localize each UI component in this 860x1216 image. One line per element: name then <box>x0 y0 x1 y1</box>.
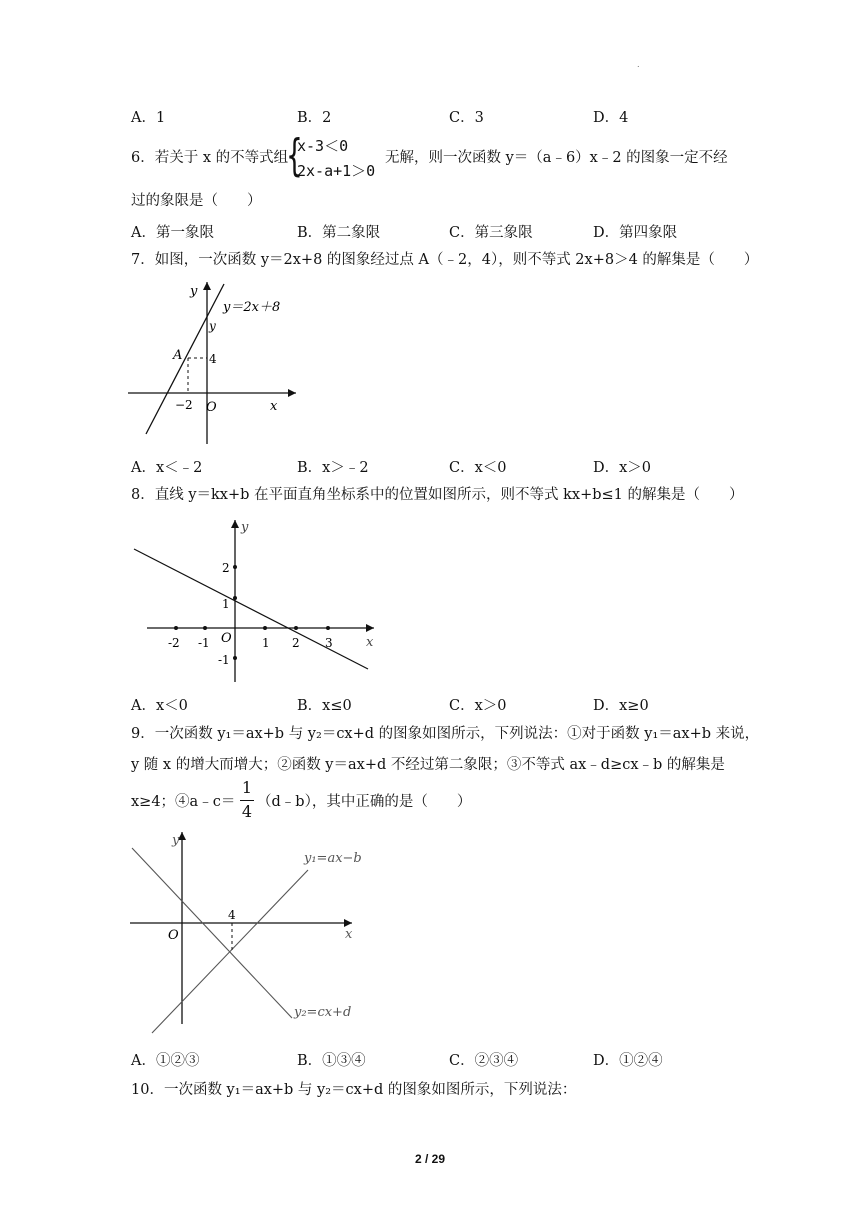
q7-x-arrow <box>288 389 296 397</box>
q9-label-y1: y₁=ax−b <box>304 851 362 866</box>
q8-dot-2 <box>294 626 298 630</box>
q9-label-y2: y₂=cx+d <box>294 1005 352 1020</box>
q6-stem-end: 无解，则一次函数 y＝（a﹣6）x﹣2 的图象一定不经 <box>385 150 728 166</box>
q8-dot-neg2 <box>174 626 178 630</box>
q8-tick-x-3: 3 <box>325 636 333 650</box>
q8-tick-x-neg1: -1 <box>198 636 210 650</box>
q6-system-line2: 2x-a+1＞0 <box>297 162 376 180</box>
q9-fraction-bar <box>240 800 254 801</box>
q7-option-d: D．x＞0 <box>593 460 652 476</box>
q7-point-a-label: A <box>173 348 183 363</box>
q8-dot-y1 <box>233 596 237 600</box>
q8-dot-yneg1 <box>233 656 237 660</box>
q6-option-a: A．第一象限 <box>131 225 214 241</box>
q7-y-axis-label: y <box>190 284 198 299</box>
q5-option-a: A．1 <box>131 110 166 126</box>
q8-stem: 8．直线 y＝kx+b 在平面直角坐标系中的位置如图所示，则不等式 kx+b≤1 的解集是（ ） <box>131 487 744 503</box>
q8-option-c: C．x＞0 <box>449 698 507 714</box>
q7-origin-label: O <box>206 400 217 415</box>
page-number: 2 / 29 <box>414 1152 446 1166</box>
q9-y-axis-label: y <box>172 833 180 848</box>
q9-options <box>131 1049 731 1069</box>
q8-tick-x-neg2: -2 <box>168 636 180 650</box>
q6-stem-line2: 过的象限是（ ） <box>131 193 262 209</box>
q6-system-line1: x-3＜0 <box>297 137 349 155</box>
q9-graph <box>128 828 368 1040</box>
q5-option-c: C．3 <box>449 110 484 126</box>
q8-dot-3 <box>326 626 330 630</box>
q8-tick-x-2: 2 <box>292 636 300 650</box>
q9-option-d: D．①②④ <box>593 1053 663 1069</box>
q8-x-axis-label: x <box>366 635 374 650</box>
q9-stem-line3-end: （d﹣b），其中正确的是（ ） <box>257 794 472 810</box>
q9-x-axis-label: x <box>345 927 353 942</box>
q8-y-arrow <box>231 520 239 528</box>
q9-option-a: A．①②③ <box>131 1053 200 1069</box>
q8-dot-1 <box>263 626 267 630</box>
q9-line-y2 <box>132 848 292 1018</box>
q9-stem-line2: y 随 x 的增大而增大；②函数 y＝ax+d 不经过第二象限；③不等式 ax﹣d≥cx﹣b 的解集是 <box>131 757 725 773</box>
q7-options <box>131 456 731 476</box>
q8-dot-y2 <box>233 565 237 569</box>
q9-tick-4: 4 <box>228 908 236 922</box>
q8-line <box>134 549 368 669</box>
q8-dot-neg1 <box>203 626 207 630</box>
q5-options <box>131 106 731 126</box>
q7-option-b: B．x＞﹣2 <box>297 460 369 476</box>
q7-line-label: y＝2x＋8 <box>223 300 281 315</box>
q8-x-arrow <box>366 624 374 632</box>
q7-y-arrow <box>203 282 211 290</box>
q7-stem: 7．如图，一次函数 y＝2x+8 的图象经过点 A（﹣2，4），则不等式 2x+8＞4 的解集是（ ） <box>131 252 759 268</box>
q8-tick-y-2: 2 <box>222 561 230 575</box>
q6-option-b: B．第二象限 <box>297 225 381 241</box>
q10-stem: 10．一次函数 y₁＝ax+b 与 y₂＝cx+d 的图象如图所示，下列说法： <box>131 1082 577 1098</box>
q8-tick-y-neg1: -1 <box>218 653 230 667</box>
q7-option-a: A．x＜﹣2 <box>131 460 203 476</box>
q7-tick-4: 4 <box>209 352 217 366</box>
q9-x-arrow <box>344 919 352 927</box>
q7-graph <box>128 278 308 448</box>
q5-option-b: B．2 <box>297 110 332 126</box>
q8-option-b: B．x≤0 <box>297 698 352 714</box>
q8-option-d: D．x≥0 <box>593 698 649 714</box>
q9-option-c: C．②③④ <box>449 1053 519 1069</box>
q9-option-b: B．①③④ <box>297 1053 366 1069</box>
q9-stem-line1: 9．一次函数 y₁＝ax+b 与 y₂＝cx+d 的图象如图所示，下列说法：①对于函数 y₁＝ax+b 来说， <box>131 726 760 742</box>
q8-tick-y-1: 1 <box>222 597 230 611</box>
q8-origin-label: O <box>221 631 232 646</box>
q8-y-axis-label: y <box>241 520 249 535</box>
q6-option-c: C．第三象限 <box>449 225 533 241</box>
q9-origin-label: O <box>168 928 179 943</box>
q7-tick-neg2: −2 <box>175 398 193 412</box>
q5-option-d: D．4 <box>593 110 629 126</box>
q7-line-label-y: y <box>209 319 216 333</box>
q9-fraction-denominator: 4 <box>241 802 253 821</box>
q7-x-axis-label: x <box>270 399 278 414</box>
q8-option-a: A．x＜0 <box>131 698 188 714</box>
header-mark: . <box>637 60 640 69</box>
q6-brace: { <box>286 130 303 181</box>
q8-tick-x-1: 1 <box>262 636 270 650</box>
q6-stem-start: 6．若关于 x 的不等式组 <box>131 150 289 166</box>
q6-option-d: D．第四象限 <box>593 225 678 241</box>
q6-options <box>131 221 731 241</box>
q7-option-c: C．x＜0 <box>449 460 507 476</box>
q8-graph <box>130 516 380 686</box>
q9-stem-line3-start: x≥4；④a﹣c＝ <box>131 794 236 810</box>
q9-fraction-numerator: 1 <box>241 778 253 797</box>
q8-options <box>131 694 731 714</box>
